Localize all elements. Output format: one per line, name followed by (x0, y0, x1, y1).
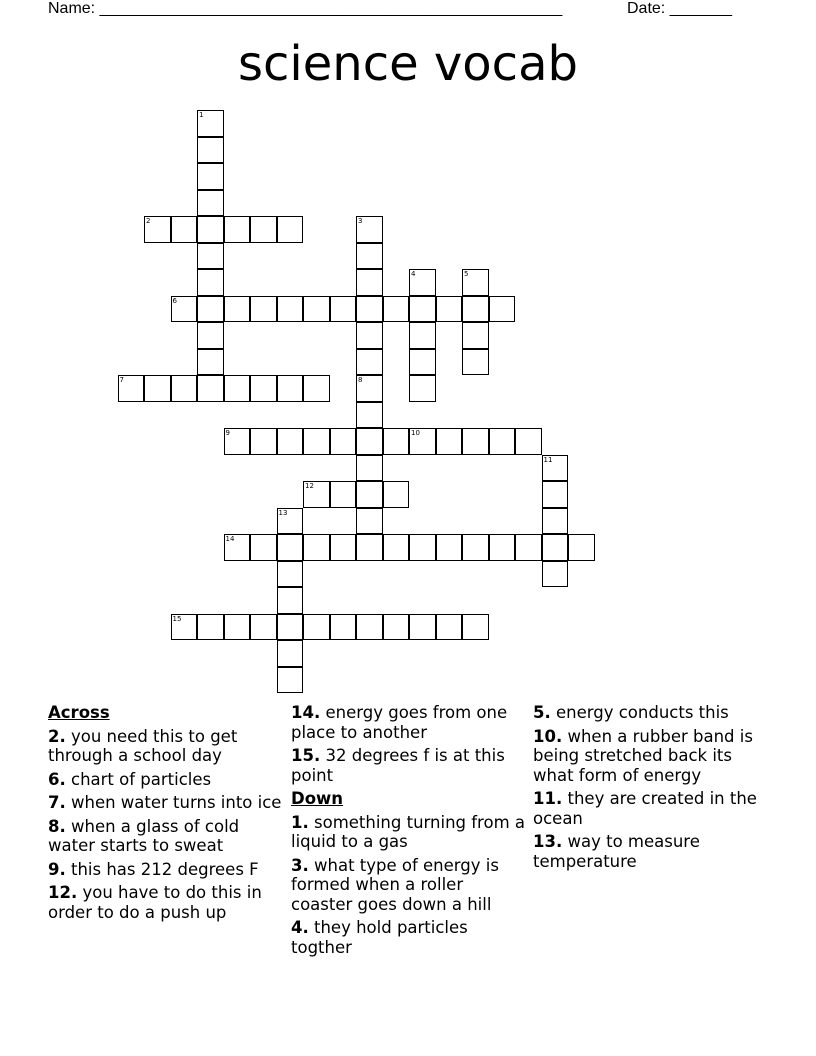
clue-down-13: 13. way to measure temperature (533, 832, 700, 871)
grid-cell[interactable] (383, 481, 410, 508)
name-field-label: Name: ____________________________________________________ (48, 0, 563, 17)
grid-cell[interactable] (356, 455, 383, 482)
grid-cell[interactable] (356, 269, 383, 296)
grid-cell[interactable] (197, 269, 224, 296)
clue-across-9: 9. this has 212 degrees F (48, 859, 259, 879)
grid-cell[interactable] (462, 322, 489, 349)
grid-cell-14[interactable] (224, 534, 251, 561)
clue-across-14: 14. energy goes from one place to another (291, 703, 508, 742)
grid-cell[interactable] (197, 216, 224, 243)
cell-number: 15 (172, 614, 182, 623)
cell-number: 14 (225, 535, 235, 543)
grid-cell[interactable] (197, 296, 224, 323)
grid-cell[interactable] (436, 534, 463, 561)
grid-cell[interactable] (356, 428, 383, 455)
grid-cell[interactable] (356, 296, 383, 323)
grid-cell[interactable] (197, 163, 224, 190)
grid-cell-9[interactable] (224, 428, 251, 455)
grid-cell[interactable] (462, 428, 489, 455)
grid-cell[interactable] (277, 614, 304, 641)
clue-down-1: 1. something turning from a liquid to a gas (291, 812, 525, 851)
grid-cell[interactable] (277, 640, 304, 667)
grid-cell[interactable] (197, 137, 224, 164)
cell-number: 1 (199, 111, 204, 119)
grid-cell-13[interactable] (277, 508, 304, 535)
grid-cell[interactable] (462, 534, 489, 561)
grid-cell[interactable] (436, 428, 463, 455)
grid-cell[interactable] (250, 534, 277, 561)
grid-cell-3[interactable] (356, 216, 383, 243)
grid-cell-5[interactable] (462, 269, 489, 296)
grid-cell[interactable] (277, 667, 304, 694)
clue-down-4: 4. they hold particles togther (291, 918, 468, 957)
cell-number: 13 (278, 508, 288, 517)
grid-cell-6[interactable] (171, 296, 198, 323)
grid-cell[interactable] (330, 614, 357, 641)
grid-cell[interactable] (197, 243, 224, 270)
grid-cell[interactable] (303, 375, 330, 402)
cell-number: 5 (464, 270, 469, 278)
cell-number: 10 (411, 429, 420, 437)
grid-cell[interactable] (224, 375, 251, 402)
grid-cell[interactable] (436, 296, 463, 323)
grid-cell-4[interactable] (409, 269, 436, 296)
grid-cell[interactable] (277, 587, 304, 614)
page-title: science vocab (238, 36, 578, 92)
grid-cell[interactable] (171, 375, 198, 402)
grid-cell-12[interactable] (303, 481, 330, 508)
clue-down-3: 3. what type of energy is formed when a roller coaster goes down a hill (291, 855, 499, 914)
cell-number: 9 (225, 429, 230, 437)
grid-cell[interactable] (224, 614, 251, 641)
grid-cell[interactable] (409, 322, 436, 349)
grid-cell[interactable] (250, 216, 277, 243)
grid-cell[interactable] (462, 349, 489, 376)
clue-across-15: 15. 32 degrees f is at this point (291, 746, 505, 785)
grid-cell[interactable] (383, 534, 410, 561)
grid-cell[interactable] (197, 614, 224, 641)
grid-cell[interactable] (330, 296, 357, 323)
clue-across-2: 2. you need this to get through a school day (48, 726, 238, 765)
cell-number: 4 (411, 270, 416, 278)
grid-cell[interactable] (568, 534, 595, 561)
grid-cell[interactable] (436, 614, 463, 641)
grid-cell[interactable] (489, 428, 516, 455)
grid-cell[interactable] (250, 428, 277, 455)
grid-cell[interactable] (144, 375, 171, 402)
cell-number: 2 (146, 217, 151, 225)
grid-cell[interactable] (330, 534, 357, 561)
grid-cell[interactable] (409, 296, 436, 323)
cell-number: 3 (358, 217, 363, 225)
clue-down-5: 5. energy conducts this (533, 703, 729, 722)
grid-cell[interactable] (250, 375, 277, 402)
grid-cell[interactable] (409, 375, 436, 402)
grid-cell[interactable] (356, 349, 383, 376)
grid-cell[interactable] (356, 243, 383, 270)
grid-cell[interactable] (277, 561, 304, 588)
grid-cell[interactable] (542, 481, 569, 508)
clue-across-12: 12. you have to do this in order to do a push up (48, 883, 262, 922)
clue-down-10: 10. when a rubber band is being stretched back its what form of energy (533, 726, 753, 785)
cell-number: 12 (305, 482, 314, 490)
grid-cell[interactable] (383, 428, 410, 455)
grid-cell[interactable] (356, 322, 383, 349)
grid-cell[interactable] (356, 534, 383, 561)
grid-cell[interactable] (277, 375, 304, 402)
cell-number: 8 (358, 376, 363, 384)
clue-across-7: 7. when water turns into ice (48, 793, 282, 812)
grid-cell[interactable] (277, 296, 304, 323)
grid-cell[interactable] (462, 296, 489, 323)
cell-number: 7 (119, 376, 124, 384)
grid-cell[interactable] (224, 216, 251, 243)
clues-column-2 (291, 703, 526, 961)
grid-cell[interactable] (383, 614, 410, 641)
grid-cell[interactable] (197, 322, 224, 349)
grid-cell[interactable] (356, 614, 383, 641)
grid-cell[interactable] (409, 534, 436, 561)
grid-cell-15[interactable] (171, 614, 198, 641)
grid-cell[interactable] (356, 402, 383, 429)
grid-cell[interactable] (224, 296, 251, 323)
grid-cell[interactable] (277, 216, 304, 243)
grid-cell[interactable] (303, 534, 330, 561)
grid-cell[interactable] (330, 481, 357, 508)
grid-cell-2[interactable] (144, 216, 171, 243)
grid-cell[interactable] (489, 296, 516, 323)
grid-cell[interactable] (303, 614, 330, 641)
grid-cell[interactable] (250, 296, 277, 323)
grid-cell[interactable] (171, 216, 198, 243)
grid-cell[interactable] (515, 534, 542, 561)
grid-cell-11[interactable] (542, 455, 569, 482)
grid-cell[interactable] (303, 296, 330, 323)
clues-column-3 (533, 703, 768, 875)
grid-cell-1[interactable] (197, 110, 224, 137)
grid-cell[interactable] (542, 534, 569, 561)
grid-cell[interactable] (542, 508, 569, 535)
grid-cell[interactable] (303, 428, 330, 455)
grid-cell-8[interactable] (356, 375, 383, 402)
grid-cell[interactable] (409, 349, 436, 376)
clues-column-1 (48, 703, 283, 926)
grid-cell[interactable] (250, 614, 277, 641)
across-heading: Across (48, 703, 110, 722)
grid-cell[interactable] (197, 349, 224, 376)
grid-cell-10[interactable] (409, 428, 436, 455)
grid-cell[interactable] (489, 534, 516, 561)
grid-cell[interactable] (542, 561, 569, 588)
grid-cell[interactable] (197, 375, 224, 402)
cell-number: 11 (543, 455, 553, 464)
grid-cell[interactable] (515, 428, 542, 455)
clue-down-11: 11. they are created in the ocean (533, 789, 757, 828)
grid-cell[interactable] (383, 296, 410, 323)
grid-cell[interactable] (277, 428, 304, 455)
clue-across-8: 8. when a glass of cold water starts to sweat (48, 816, 240, 855)
grid-cell[interactable] (462, 614, 489, 641)
grid-cell-7[interactable] (118, 375, 145, 402)
date-field-label: Date: _______ (627, 0, 732, 17)
cell-number: 6 (172, 296, 177, 305)
grid-cell[interactable] (330, 428, 357, 455)
clue-across-6: 6. chart of particles (48, 769, 212, 789)
grid-cell[interactable] (277, 534, 304, 561)
down-heading: Down (291, 789, 344, 808)
grid-cell[interactable] (197, 190, 224, 217)
grid-cell[interactable] (356, 481, 383, 508)
grid-cell[interactable] (356, 508, 383, 535)
grid-cell[interactable] (409, 614, 436, 641)
